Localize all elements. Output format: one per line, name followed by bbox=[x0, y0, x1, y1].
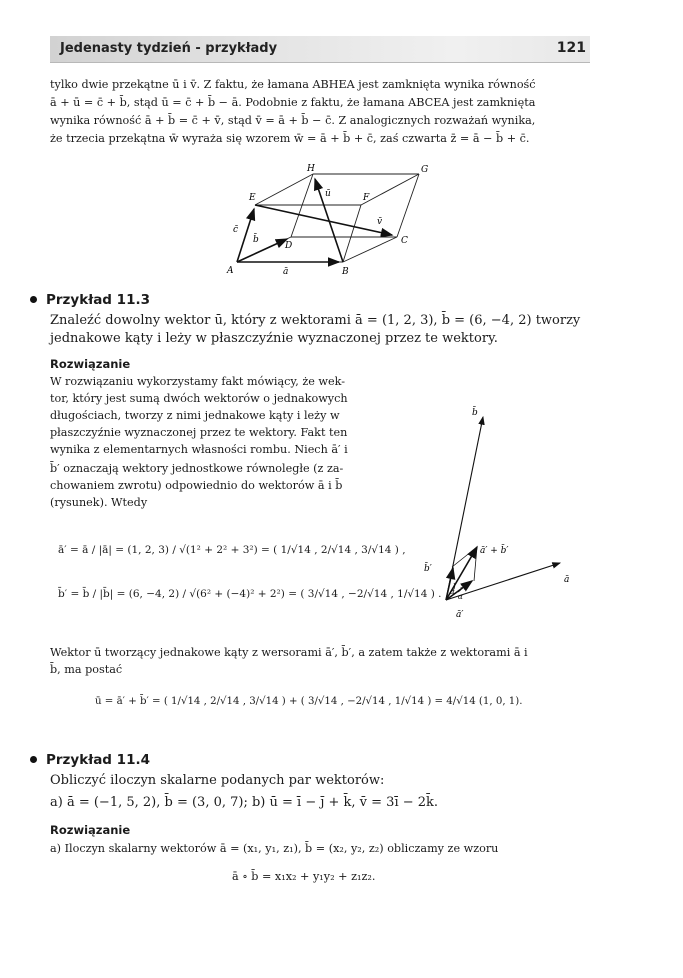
label-D: D bbox=[285, 241, 293, 251]
label-u: ū bbox=[325, 189, 331, 199]
solution-line-1: W rozwiązaniu wykorzystamy fakt mówiący, że wek- bbox=[50, 375, 345, 388]
edge-bc bbox=[343, 237, 397, 262]
label-a: ā bbox=[283, 267, 289, 277]
example-11-4-title: Przykład 11.4 bbox=[46, 752, 150, 768]
solution-line-8: (rysunek). Wtedy bbox=[50, 496, 148, 509]
page-number: 121 bbox=[556, 40, 586, 56]
example-11-4-heading bbox=[30, 752, 150, 768]
running-header bbox=[50, 36, 590, 63]
chapter-title: Jedenasty tydzień - przykłady bbox=[60, 41, 278, 56]
example-11-3-title: Przykład 11.3 bbox=[46, 292, 150, 308]
label-H: H bbox=[307, 164, 315, 174]
label-a-long: ā bbox=[564, 575, 570, 585]
after-line-1: Wektor ū tworzący jednakowe kąty z wersorami ā′, b̄′, a zatem także z wektorami ā i bbox=[50, 646, 528, 659]
formula-dot-product: ā ∘ b̄ = x₁x₂ + y₁y₂ + z₁z₂. bbox=[232, 870, 376, 883]
parallelepiped-figure bbox=[215, 160, 455, 280]
label-E: E bbox=[249, 193, 256, 203]
edge-he bbox=[255, 174, 313, 205]
solution-line-4: płaszczyźnie wyznaczonej przez te wektory. Fakt ten bbox=[50, 426, 348, 439]
bullet-icon bbox=[30, 756, 37, 763]
vector-c-arrow bbox=[237, 209, 254, 262]
label-b: b̄ bbox=[253, 235, 259, 245]
label-alpha-1: α bbox=[450, 588, 455, 596]
rhombus-figure bbox=[410, 395, 590, 625]
example-11-4-task-1: Obliczyć iloczyn skalarne podanych par wektorów: bbox=[50, 773, 385, 788]
label-a-prime: ā′ bbox=[456, 610, 464, 620]
example-11-3-task-2: jednakowe kąty i leży w płaszczyźnie wyznaczonej przez te wektory. bbox=[50, 331, 498, 346]
solution-line-2: tor, który jest sumą dwóch wektorów o jednakowych bbox=[50, 392, 348, 405]
formula-a-prime: ā′ = ā / |ā| = (1, 2, 3) / √(1² + 2² + 3²) = ( 1/√14 , 2/√14 , 3/√14 ) , bbox=[58, 544, 406, 556]
intro-line-1: tylko dwie przekątne ū i v̄. Z faktu, że łamana ABHEA jest zamknięta wynika równość bbox=[50, 78, 536, 91]
example-11-4-solution-line: a) Iloczyn skalarny wektorów ā = (x₁, y₁, z₁), b̄ = (x₂, y₂, z₂) obliczamy ze wzoru bbox=[50, 842, 499, 855]
example-11-4-solution-title: Rozwiązanie bbox=[50, 823, 131, 837]
example-11-3-solution-title: Rozwiązanie bbox=[50, 357, 131, 371]
label-G: G bbox=[421, 165, 429, 175]
edge-cg bbox=[397, 174, 419, 237]
solution-line-7: chowaniem zwrotu) odpowiednio do wektorów ā i b̄ bbox=[50, 479, 343, 492]
after-line-2: b̄, ma postać bbox=[50, 663, 123, 676]
label-b-prime: b̄′ bbox=[424, 564, 432, 574]
label-b-long: b̄ bbox=[472, 408, 478, 418]
intro-line-3: wynika równość ā + b̄ = c̄ + v̄, stąd v̄ = ā + b̄ − c̄. Z analogicznych rozważań wynika, bbox=[50, 114, 536, 127]
vector-b-arrow bbox=[237, 239, 287, 262]
label-alpha-2: α bbox=[458, 593, 463, 601]
label-A: A bbox=[227, 266, 234, 276]
formula-u: ū = ā′ + b̄′ = ( 1/√14 , 2/√14 , 3/√14 ) + ( 3/√14 , −2/√14 , 1/√14 ) = 4/√14 (1, 0, 1). bbox=[95, 696, 523, 707]
intro-line-2: ā + ū = c̄ + b̄, stąd ū = c̄ + b̄ − ā. Podobnie z faktu, że łamana ABCEA jest zamknięta bbox=[50, 96, 536, 109]
label-v: v̄ bbox=[377, 217, 383, 227]
example-11-3-task-1: Znaleźć dowolny wektor ū, który z wektorami ā = (1, 2, 3), b̄ = (6, −4, 2) tworzy bbox=[50, 313, 581, 328]
label-c: c̄ bbox=[233, 225, 239, 235]
vector-v-arrow bbox=[255, 205, 392, 235]
label-F: F bbox=[363, 193, 370, 203]
edge-bf bbox=[343, 205, 361, 262]
formula-b-prime: b̄′ = b̄ / |b̄| = (6, −4, 2) / √(6² + (−4)² + 2²) = ( 3/√14 , −2/√14 , 1/√14 ) . bbox=[58, 588, 442, 600]
bullet-icon bbox=[30, 296, 37, 303]
edge-fg bbox=[361, 174, 419, 205]
edge-dh bbox=[291, 174, 313, 237]
intro-line-4: że trzecia przekątna w̄ wyraża się wzorem w̄ = ā + b̄ + c̄, zaś czwarta z̄ = ā − b̄ + c̄. bbox=[50, 132, 530, 145]
solution-line-6: b̄′ oznaczają wektory jednostkowe równoległe (z za- bbox=[50, 462, 344, 475]
vector-a-long bbox=[446, 563, 560, 600]
solution-line-5: wynika z elementarnych własności rombu. Niech ā′ i bbox=[50, 443, 348, 456]
label-B: B bbox=[342, 267, 349, 277]
label-sum: ā′ + b̄′ bbox=[480, 546, 509, 556]
label-C: C bbox=[401, 236, 408, 246]
example-11-3-heading bbox=[30, 292, 150, 308]
solution-line-3: długościach, tworzy z nimi jednakowe kąty i leży w bbox=[50, 409, 340, 422]
example-11-4-task-2: a) ā = (−1, 5, 2), b̄ = (3, 0, 7); b) ū = ī − j̄ + k̄, v̄ = 3ī − 2k̄. bbox=[50, 795, 439, 810]
